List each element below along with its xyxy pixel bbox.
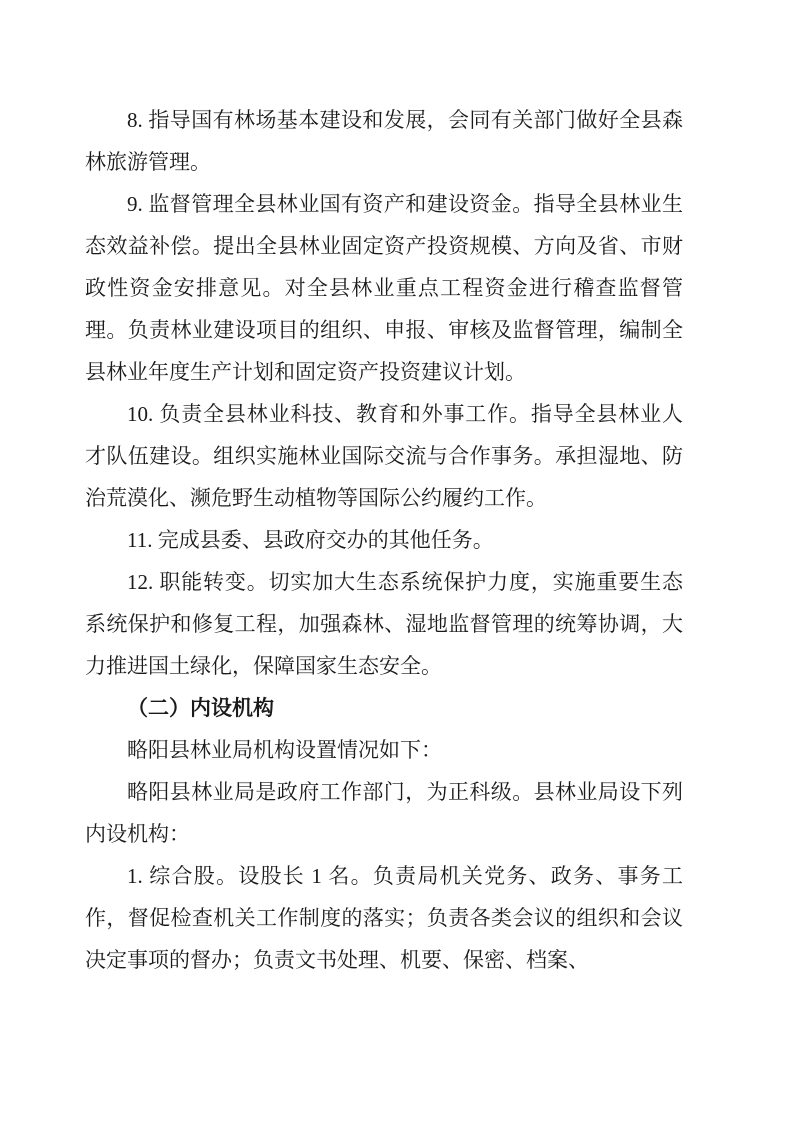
paragraph-duty-11: 11. 完成县委、县政府交办的其他任务。: [127, 528, 494, 552]
paragraph-duty-9: 9. 监督管理全县林业国有资产和建设资金。指导全县林业生态效益补偿。提出全县林业固定资产投资规模、方向及省、市财政性资金安排意见。对全县林业重点工程资金进行稽查监督管理。负责林业建设项目的组织、申报、审核及监督管理，编制全县林业年度生产计划和固定资产投资建议计划。: [85, 192, 683, 384]
document-body: [85, 99, 683, 981]
paragraph-duty-10: 10. 负责全县林业科技、教育和外事工作。指导全县林业人才队伍建设。组织实施林业国际交流与合作事务。承担湿地、防治荒漠化、濒危野生动植物等国际公约履约工作。: [85, 402, 683, 510]
section-heading-internal-organs: （二）内设机构: [127, 696, 274, 720]
paragraph-intro-setup: 略阳县林业局机构设置情况如下：: [127, 738, 442, 762]
paragraph-org-general-office: 1. 综合股。设股长 1 名。负责局机关党务、政务、事务工作，督促检查机关工作制度的落实；负责各类会议的组织和会议决定事项的督办；负责文书处理、机要、保密、档案、: [85, 864, 683, 972]
paragraph-intro-rank: 略阳县林业局是政府工作部门，为正科级。县林业局设下列内设机构：: [85, 780, 683, 846]
paragraph-duty-12: 12. 职能转变。切实加大生态系统保护力度，实施重要生态系统保护和修复工程，加强森林、湿地监督管理的统筹协调，大力推进国土绿化，保障国家生态安全。: [85, 570, 683, 678]
paragraph-duty-8: 8. 指导国有林场基本建设和发展，会同有关部门做好全县森林旅游管理。: [85, 108, 683, 174]
